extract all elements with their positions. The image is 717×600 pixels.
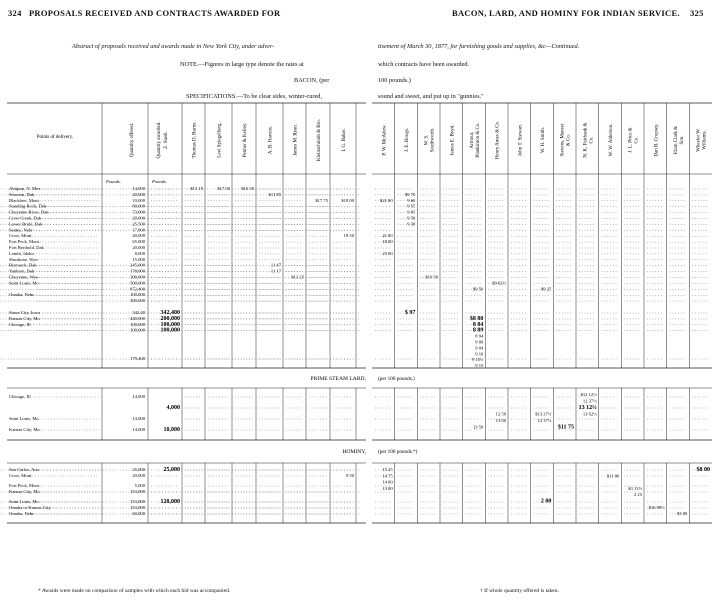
hominy-row-offered: 153,000 xyxy=(130,505,145,510)
left-page-number: 324 xyxy=(8,8,22,18)
bacon-bid: 8 89 xyxy=(472,327,484,334)
hominy-row-place: Fort Peck, Mont xyxy=(9,483,39,488)
row-quantity-offered: 17,000 xyxy=(132,227,145,233)
hominy-row-awarded: 128,000 xyxy=(160,499,180,505)
section-hominy-label: HOMINY, xyxy=(342,449,366,455)
lard-row-awarded: 4,000 xyxy=(166,405,180,411)
bacon-bid: 21 00 xyxy=(382,233,393,239)
lard-row-place: Kansas City, Mo xyxy=(9,427,40,432)
lard-row-offered: 14,000 xyxy=(132,394,145,399)
hominy-right-bid: 14 00 xyxy=(382,479,393,485)
row-quantity-offered: 872,400 xyxy=(130,286,145,292)
header-bidder: Co. xyxy=(589,136,595,144)
row-quantity-offered: 8,000 xyxy=(134,250,145,256)
lard-row-offered: 14,000 xyxy=(132,416,145,421)
right-page-title: BACON, LARD, AND HOMINY FOR INDIAN SERVICE. xyxy=(452,8,680,18)
lard-bid: 13 62½ xyxy=(582,411,597,417)
hominy-row-offered: 20,000 xyxy=(132,473,145,478)
row-quantity-offered: 300,000 xyxy=(130,298,145,304)
header-bidder: W. S. xyxy=(424,134,430,146)
row-place: Bismarck, Dak xyxy=(9,262,37,268)
row-quantity-offered: 100,000 xyxy=(130,292,145,298)
row-quantity-offered: 80,000 xyxy=(132,203,145,209)
section-lard-label: PRIME STEAM LARD, xyxy=(310,376,366,382)
header-bidder: W. W. Alderson. xyxy=(609,123,614,157)
hominy-row-place: Omaha or Kansas City xyxy=(9,505,51,510)
header-bidder: Wheeler W. xyxy=(696,128,702,152)
hominy-row-offered: 153,000 xyxy=(130,489,145,494)
note-right: which contracts have been awarded. xyxy=(378,61,470,68)
row-quantity-offered: 14,000 xyxy=(132,186,145,191)
header-quantity-offered: Quantity offered. xyxy=(130,122,135,158)
bacon-bid: 9 15½ xyxy=(471,357,484,363)
row-bid: 11 47 xyxy=(270,262,281,268)
hominy-right-bid: $16 99½ xyxy=(648,504,665,510)
row-quantity-offered: 178,000 xyxy=(130,268,145,274)
hominy-right-bid: 15 25 xyxy=(382,467,393,472)
bacon-bid: 9 60 xyxy=(407,197,416,203)
bacon-bid: 9 10 xyxy=(475,351,484,357)
row-quantity-offered: 25,500 xyxy=(132,221,145,227)
header-bidder: Thomas D. Burns. xyxy=(192,121,198,159)
hominy-right-bid: $11 00 xyxy=(606,473,620,479)
header-bidder: James E. Boyd. xyxy=(450,124,456,156)
header-bidder: J. E. Boogs. xyxy=(405,127,410,153)
hominy-row-place: Crow, Mont xyxy=(9,473,32,478)
header-bidder: Elam Clark & xyxy=(674,125,679,155)
lard-row-place: Saint Louis, Mo xyxy=(9,416,39,421)
row-quantity-awarded: 342,400 xyxy=(160,310,180,316)
row-quantity-awarded: 100,000 xyxy=(160,321,180,328)
row-bid xyxy=(0,239,1,244)
header-bidder: N. K. Fairbank & xyxy=(583,122,589,158)
row-quantity-offered: 440,000 xyxy=(130,315,145,321)
bacon-bid: 8 94 xyxy=(475,333,484,339)
row-bid: $15 19 xyxy=(190,186,203,191)
header-quantity-awarded: Quantity awarded. xyxy=(157,121,162,159)
hominy-row-place: San Carlos, Ariz xyxy=(9,467,40,472)
row-quantity-offered: 20,000 xyxy=(132,191,145,197)
row-bid: 11 17 xyxy=(270,268,281,274)
note-left: NOTE.—Figures in large type denote the rates at xyxy=(180,61,304,68)
bacon-bid: $ 97 xyxy=(404,310,416,316)
header-bidder: Armour, xyxy=(470,131,475,149)
row-quantity-offered: 15,000 xyxy=(132,256,145,262)
lard-bid: $12 12½ xyxy=(580,392,597,397)
row-place: Cheyenne, Wyo xyxy=(9,274,39,280)
header-bidder: J. L. Price & xyxy=(628,127,634,153)
hominy-bid xyxy=(0,473,1,478)
header-bidder: Stevens, Manser xyxy=(560,123,566,157)
bacon-bid: 9 55 xyxy=(407,203,416,209)
row-bid xyxy=(0,245,1,250)
row-quantity-offered: 40,000 xyxy=(132,233,145,239)
row-place: Santee, Nebr xyxy=(9,227,33,233)
row-place: Fort Peck, Mont xyxy=(9,239,39,245)
header-bidder: Levi Spiegelberg. xyxy=(217,122,223,158)
row-bid xyxy=(0,257,1,262)
bacon-bid: $9 70 xyxy=(404,191,416,197)
hominy-bid xyxy=(0,483,1,488)
subtitle-right: tisement of March 30, 1877, for furnishing goods and supplies, &c—Continued. xyxy=(378,43,580,50)
row-place: Chicago, Ill xyxy=(9,321,31,327)
row-place: Lemhi, Idaho xyxy=(9,250,34,256)
hominy-right-bid: 2 00 xyxy=(540,498,552,505)
header-bidder: W. H. Smith. xyxy=(541,126,546,154)
hominy-row-place: Omaha, Nebr xyxy=(9,511,34,516)
section-bacon-right: 100 pounds.) xyxy=(378,77,411,84)
header-bidder: James M. Ryan. xyxy=(293,123,299,157)
hominy-row-place: Kansas City, Mo xyxy=(9,489,40,494)
bacon-bid: $8 80 xyxy=(469,315,484,322)
row-place: Yankton, Dak xyxy=(9,268,35,274)
table-text xyxy=(0,119,710,517)
unit-pounds: Pounds. xyxy=(106,179,121,184)
hominy-right-bid: $3 13½ xyxy=(628,485,642,491)
footnote-left: * Awards were made on comparison of samples with which each bid was accompanied. xyxy=(38,588,231,594)
row-place: Crow Creek, Dak xyxy=(9,215,42,221)
header-bidder: Penner & Kelley. xyxy=(243,122,248,158)
header-bidder: Co. xyxy=(634,136,640,144)
bacon-bid: $9 25 xyxy=(540,286,552,292)
row-quantity-awarded: 200,000 xyxy=(160,315,180,322)
header-bidder: Southworth. xyxy=(430,127,436,153)
hominy-right-bid: 2 25 xyxy=(633,492,642,498)
row-place: Sisseton, Dak xyxy=(9,191,35,197)
row-bid: $17 00 xyxy=(217,186,230,191)
hominy-row-offered: 60,000 xyxy=(132,511,145,516)
left-page-title: PROPOSALS RECEIVED AND CONTRACTS AWARDED FOR xyxy=(28,8,281,18)
hominy-row-awarded: 25,000 xyxy=(163,467,180,473)
row-quantity-offered: 500,000 xyxy=(130,280,145,286)
row-quantity-awarded: 100,000 xyxy=(160,327,180,334)
specs-right: sound and sweet, and put up in "gunnies." xyxy=(378,93,484,100)
bacon-bid: 9 65 xyxy=(407,209,416,215)
row-place: Crow, Mont xyxy=(9,233,32,239)
row-place: Kansas City, Mo xyxy=(9,315,40,321)
bacon-bid: 18 00 xyxy=(382,239,393,245)
lard-bid: 12 37½ xyxy=(582,398,597,404)
section-hominy-unit: (per 100 pounds.*) xyxy=(378,449,418,455)
bacon-bid: 9 15 xyxy=(475,363,484,369)
bacon-bid: $21 00 xyxy=(380,197,393,203)
hominy-right-bid: 13 00 xyxy=(382,485,393,491)
row-place: Saint Louis, Mo xyxy=(9,280,39,286)
header-bidder: I. G. Baker. xyxy=(342,128,347,152)
header-points-of-delivery: Points of delivery. xyxy=(36,135,74,140)
header-bidder: Henry Ames & Co. xyxy=(495,120,501,160)
row-quantity-offered: 179,400 xyxy=(130,356,145,361)
row-place: Sioux City, Iowa xyxy=(9,310,40,315)
unit-pounds: Pounds. xyxy=(152,179,167,184)
header-bidder: Son. xyxy=(680,135,685,145)
hominy-right-bid: $8 00 xyxy=(696,467,710,473)
row-quantity-offered: 245,000 xyxy=(130,262,145,268)
bacon-bid: $10 50 xyxy=(425,274,438,280)
row-quantity-offered: 73,000 xyxy=(132,209,145,215)
hominy-row-offered: 153,000 xyxy=(130,499,145,504)
row-place: Lower Brulé, Dak xyxy=(9,221,43,227)
lard-bid: 12 37½ xyxy=(537,418,552,423)
bacon-bid: $9 50 xyxy=(472,286,484,292)
section-bacon-left: BACON, (per xyxy=(294,77,330,84)
header-bidder: Plankinton & Co. xyxy=(476,122,481,158)
row-bid: $13 25 xyxy=(291,274,304,280)
lard-bid: 13 50 xyxy=(472,424,484,430)
row-quantity-offered: 10,000 xyxy=(132,197,145,203)
lard-bid: 12 50 xyxy=(495,411,506,417)
hominy-right-bid: 14 75 xyxy=(382,473,393,479)
table-rules xyxy=(0,103,712,523)
lard-bid: 13 12½ xyxy=(578,405,597,411)
lard-row-offered: 14,000 xyxy=(132,427,145,432)
header-bidder: Dan B. Cropsey. xyxy=(654,123,660,157)
row-bid: $16 50 xyxy=(241,186,254,191)
row-bid: $18 00 xyxy=(341,197,354,203)
footnote-right: † If whole quantity offered is taken. xyxy=(480,588,559,594)
header-bidder: P. W. McAdow. xyxy=(382,124,388,156)
bacon-bid: 9 00 xyxy=(475,339,484,345)
hominy-row-offered: 5,000 xyxy=(134,483,145,488)
row-quantity-offered: 100,000 xyxy=(130,321,145,327)
right-page-number: 325 xyxy=(690,8,704,18)
row-bid: $17 75 xyxy=(315,197,328,203)
bacon-bid: $9 62½ xyxy=(492,280,506,286)
row-place: Standing Rock, Dak xyxy=(9,203,47,209)
specs-left: SPECIFICATIONS.—To be clear sides, winter-cured, xyxy=(186,93,323,100)
row-bid xyxy=(0,233,1,238)
header-bidder: John T. Stewart. xyxy=(518,123,524,157)
row-quantity-offered: 65,000 xyxy=(132,239,145,245)
bacon-bid: 8 84 xyxy=(472,321,484,328)
lard-bid: 13 00 xyxy=(495,418,506,423)
hominy-bid: 9 50 xyxy=(345,473,354,478)
lard-row-awarded: 10,000 xyxy=(163,427,180,433)
bacon-bid: 25 00 xyxy=(382,250,393,256)
lard-bid: $11 75 xyxy=(557,424,574,431)
row-quantity-offered: 100,000 xyxy=(130,327,145,333)
row-quantity-offered: 342,40 xyxy=(132,310,145,315)
row-bid xyxy=(0,198,1,203)
bacon-bid: 9 04 xyxy=(475,345,484,351)
lard-row-place: Chicago, Ill xyxy=(9,394,31,399)
hominy-row-offered: 25,000 xyxy=(132,467,145,472)
row-place: Blackfeet, Mont xyxy=(9,197,39,203)
header-bidder: A. B. Havens. xyxy=(268,125,274,155)
header-bidder: Z. Stash. xyxy=(164,131,169,149)
row-place: Shoshone, Wyo xyxy=(9,256,38,262)
row-quantity-offered: 300,000 xyxy=(130,274,145,280)
row-quantity-offered: 20,000 xyxy=(132,245,145,250)
row-place: Cheyenne River, Dak xyxy=(9,209,49,215)
section-lard-unit: (per 100 pounds.) xyxy=(378,376,415,382)
subtitle-left: Abstract of proposals received and awards made in New York City, under adver- xyxy=(72,43,275,50)
row-bid: 18 50 xyxy=(343,233,354,239)
row-quantity-offered: 20,000 xyxy=(132,215,145,221)
row-place: Abiquiu, N. Mex xyxy=(9,186,41,191)
header-bidder: Kleinschmidt & Bro. xyxy=(317,118,322,162)
hominy-row-place: Saint Louis, Mo xyxy=(9,499,39,504)
row-bid: $11 85 xyxy=(268,191,281,197)
bacon-bid: 9 50 xyxy=(407,215,416,221)
header-bidder: & Co. xyxy=(566,133,572,147)
row-place: Fort Berthold, Dak xyxy=(9,245,44,250)
bacon-bid: 9 30 xyxy=(407,221,416,227)
header-bidder: Williams. xyxy=(702,130,708,150)
row-bid xyxy=(0,251,1,256)
hominy-right-bid: $3 00 xyxy=(676,511,688,517)
row-place: Omaha, Nebr xyxy=(9,292,34,298)
lard-bid: $13 37½ xyxy=(535,411,552,417)
